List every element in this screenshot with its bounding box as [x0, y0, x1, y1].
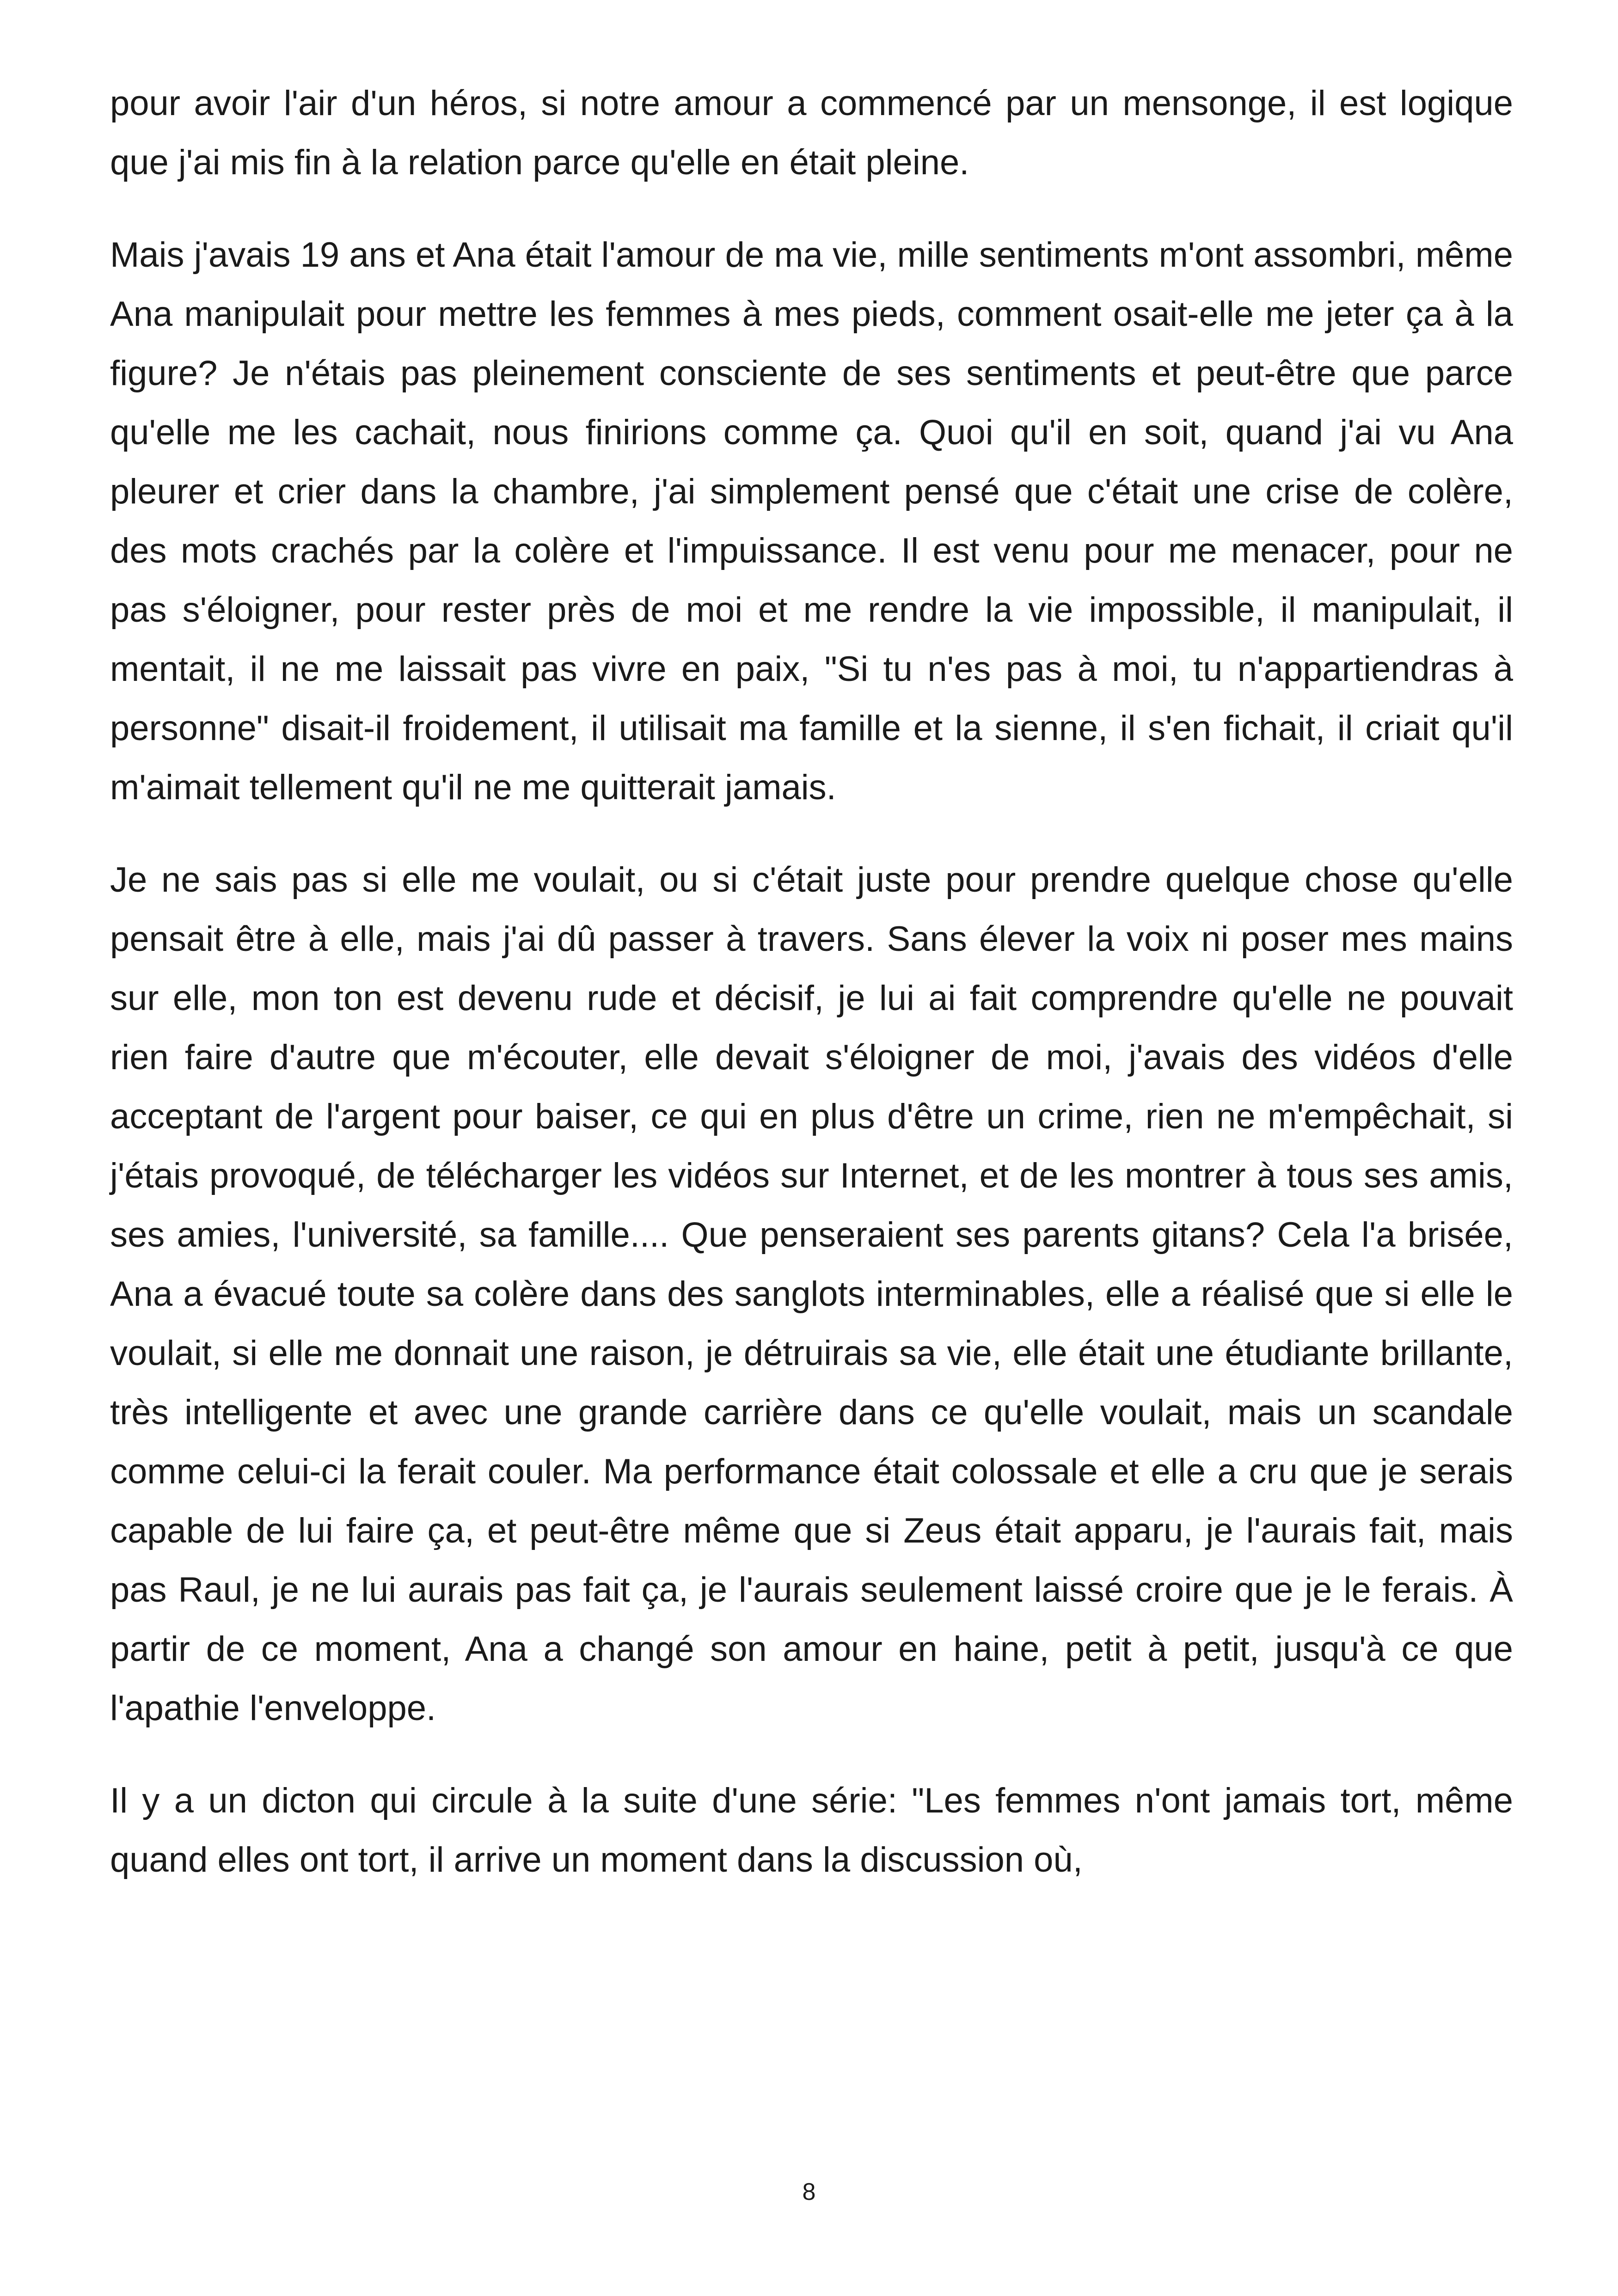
paragraph-1: pour avoir l'air d'un héros, si notre amour a commencé par un mensonge, il est logique que j'ai mis fin à la relation parce qu'elle en était pleine.: [110, 84, 1513, 182]
paragraph-4: Il y a un dicton qui circule à la suite d'une série: "Les femmes n'ont jamais tort, même quand elles ont tort, il arrive un moment dans la discussion où,: [110, 1781, 1513, 1880]
paragraph-3: Je ne sais pas si elle me voulait, ou si c'était juste pour prendre quelque chose qu'elle pensait être à elle, mais j'ai dû passer à travers. Sans élever la voix ni poser mes mains sur elle, mon ton est devenu rude et décisif, je lui ai fait comprendre qu'elle ne pouvait rien faire d'autre que m'écouter, elle devait s'éloigner de moi, j'avais des vidéos d'elle acceptant de l'argent pour baiser, ce qui en plus d'être un crime, rien ne m'empêchait, si j'étais provoqué, de télécharger les vidéos sur Internet, et de les montrer à tous ses amis, ses amies, l'université, sa famille.... Que penseraient ses parents gitans? Cela l'a brisée, Ana a évacué toute sa colère dans des sanglots interminables, elle a réalisé que si elle le voulait, si elle me donnait une raison, je détruirais sa vie, elle était une étudiante brillante, très intelligente et avec une grande carrière dans ce qu'elle voulait, mais un scandale comme celui-ci la ferait couler. Ma performance était colossale et elle a cru que je serais capable de lui faire ça, et peut-être même que si Zeus était apparu, je l'aurais fait, mais pas Raul, je ne lui aurais pas fait ça, je l'aurais seulement laissé croire que je le ferais. À partir de ce moment, Ana a changé son amour en haine, petit à petit, jusqu'à ce que l'apathie l'enveloppe.: [110, 860, 1513, 1728]
paragraph-2: Mais j'avais 19 ans et Ana était l'amour de ma vie, mille sentiments m'ont assombri, même Ana manipulait pour mettre les femmes à mes pieds, comment osait-elle me jeter ça à la figure? Je n'étais pas pleinement consciente de ses sentiments et peut-être que parce qu'elle me les cachait, nous finirions comme ça. Quoi qu'il en soit, quand j'ai vu Ana pleurer et crier dans la chambre, j'ai simplement pensé que c'était une crise de colère, des mots crachés par la colère et l'impuissance. Il est venu pour me menacer, pour ne pas s'éloigner, pour rester près de moi et me rendre la vie impossible, il manipulait, il mentait, il ne me laissait pas vivre en paix, "Si tu n'es pas à moi, tu n'appartiendras à personne" disait-il froidement, il utilisait ma famille et la sienne, il s'en fichait, il criait qu'il m'aimait tellement qu'il ne me quitterait jamais.: [110, 235, 1513, 807]
body-text: [110, 74, 1513, 1890]
page-number: 8: [802, 2179, 816, 2205]
